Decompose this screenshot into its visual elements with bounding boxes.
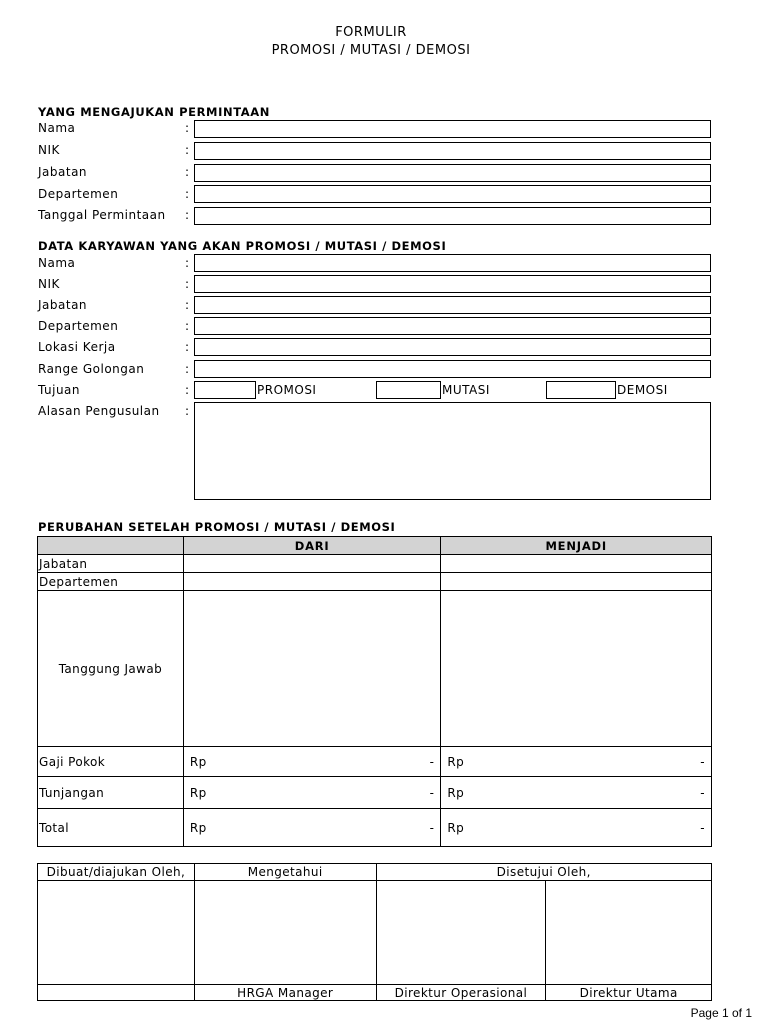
row-gaji-pokok-label: Gaji Pokok xyxy=(38,747,184,777)
colon: : xyxy=(185,298,190,312)
colon: : xyxy=(185,121,190,135)
form-subtitle: PROMOSI / MUTASI / DEMOSI xyxy=(271,43,471,58)
gaji-pokok-dari-cell[interactable] xyxy=(183,747,441,777)
amount-dash: - xyxy=(700,754,705,769)
hrga-role-label: HRGA Manager xyxy=(194,985,376,1001)
dir-utama-signature-area[interactable] xyxy=(546,881,712,985)
jabatan-dari-cell[interactable] xyxy=(183,555,441,573)
row-tanggung-jawab-label: Tanggung Jawab xyxy=(38,591,184,747)
dir-operasional-signature-area[interactable] xyxy=(376,881,546,985)
changes-table xyxy=(37,536,712,847)
mutasi-label: MUTASI xyxy=(442,383,490,397)
currency-label: Rp xyxy=(189,820,207,835)
promosi-label: PROMOSI xyxy=(257,383,317,397)
colon: : xyxy=(185,143,190,157)
colon: : xyxy=(185,277,190,291)
table-row xyxy=(38,809,712,847)
total-menjadi-cell[interactable] xyxy=(441,809,712,847)
requester-heading: YANG MENGAJUKAN PERMINTAAN xyxy=(38,105,270,119)
colon: : xyxy=(185,187,190,201)
signature-table xyxy=(37,863,712,1001)
demosi-checkbox[interactable] xyxy=(546,381,616,399)
form-title: FORMULIR xyxy=(335,25,407,40)
demosi-label: DEMOSI xyxy=(617,383,668,397)
employee-jabatan-label: Jabatan xyxy=(38,298,88,312)
employee-golongan-field[interactable] xyxy=(194,360,711,378)
colon: : xyxy=(185,404,190,418)
tanggung-jawab-dari-cell[interactable] xyxy=(183,591,441,747)
tunjangan-dari-cell[interactable] xyxy=(183,777,441,809)
mutasi-checkbox[interactable] xyxy=(376,381,441,399)
requester-nik-field[interactable] xyxy=(194,142,711,160)
colon: : xyxy=(185,362,190,376)
departemen-menjadi-cell[interactable] xyxy=(441,573,712,591)
departemen-dari-cell[interactable] xyxy=(183,573,441,591)
currency-label: Rp xyxy=(447,754,465,769)
currency-label: Rp xyxy=(189,754,207,769)
row-total-label: Total xyxy=(38,809,184,847)
page-number: Page 1 of 1 xyxy=(690,1006,752,1020)
colon: : xyxy=(185,256,190,270)
dir-operasional-role-label: Direktur Operasional xyxy=(376,985,546,1001)
table-row xyxy=(38,747,712,777)
employee-lokasi-label: Lokasi Kerja xyxy=(38,340,116,354)
requester-date-field[interactable] xyxy=(194,207,711,225)
amount-dash: - xyxy=(700,785,705,800)
currency-label: Rp xyxy=(189,785,207,800)
row-tunjangan-label: Tunjangan xyxy=(38,777,184,809)
changes-heading: PERUBAHAN SETELAH PROMOSI / MUTASI / DEMOSI xyxy=(38,520,396,534)
employee-nik-label: NIK xyxy=(38,277,60,291)
amount-dash: - xyxy=(429,754,435,769)
changes-label-header xyxy=(38,537,184,555)
currency-label: Rp xyxy=(447,785,465,800)
total-dari-cell[interactable] xyxy=(183,809,441,847)
colon: : xyxy=(185,165,190,179)
employee-name-field[interactable] xyxy=(194,254,711,272)
requester-jabatan-label: Jabatan xyxy=(38,165,88,179)
col-menjadi-header: MENJADI xyxy=(441,537,712,555)
table-row xyxy=(38,591,712,747)
alasan-label: Alasan Pengusulan xyxy=(38,404,160,418)
employee-departemen-label: Departemen xyxy=(38,319,119,333)
dir-utama-role-label: Direktur Utama xyxy=(546,985,712,1001)
requester-nik-label: NIK xyxy=(38,143,60,157)
tujuan-label: Tujuan xyxy=(38,383,81,397)
colon: : xyxy=(185,383,190,397)
table-row xyxy=(38,555,712,573)
tanggung-jawab-menjadi-cell[interactable] xyxy=(441,591,712,747)
col-dari-header: DARI xyxy=(183,537,441,555)
table-row xyxy=(38,777,712,809)
acknowledged-header: Mengetahui xyxy=(194,864,376,881)
made-by-signature-area[interactable] xyxy=(38,881,195,985)
currency-label: Rp xyxy=(447,820,465,835)
requester-name-label: Nama xyxy=(38,121,76,135)
jabatan-menjadi-cell[interactable] xyxy=(441,555,712,573)
colon: : xyxy=(185,319,190,333)
requester-departemen-field[interactable] xyxy=(194,185,711,203)
employee-heading: DATA KARYAWAN YANG AKAN PROMOSI / MUTASI / DEMOSI xyxy=(38,239,447,253)
gaji-pokok-menjadi-cell[interactable] xyxy=(441,747,712,777)
row-departemen-label: Departemen xyxy=(38,573,184,591)
employee-nik-field[interactable] xyxy=(194,275,711,293)
made-by-header: Dibuat/diajukan Oleh, xyxy=(38,864,195,881)
promosi-checkbox[interactable] xyxy=(194,381,256,399)
colon: : xyxy=(185,340,190,354)
employee-golongan-label: Range Golongan xyxy=(38,362,145,376)
employee-name-label: Nama xyxy=(38,256,76,270)
requester-jabatan-field[interactable] xyxy=(194,164,711,182)
made-by-name-cell[interactable] xyxy=(38,985,195,1001)
row-jabatan-label: Jabatan xyxy=(38,555,184,573)
approved-header: Disetujui Oleh, xyxy=(376,864,711,881)
requester-name-field[interactable] xyxy=(194,120,711,138)
requester-departemen-label: Departemen xyxy=(38,187,119,201)
amount-dash: - xyxy=(700,820,705,835)
amount-dash: - xyxy=(429,785,435,800)
employee-departemen-field[interactable] xyxy=(194,317,711,335)
colon: : xyxy=(185,208,190,222)
alasan-textarea[interactable] xyxy=(194,402,711,500)
employee-lokasi-field[interactable] xyxy=(194,338,711,356)
tunjangan-menjadi-cell[interactable] xyxy=(441,777,712,809)
requester-date-label: Tanggal Permintaan xyxy=(38,208,166,222)
table-row xyxy=(38,573,712,591)
amount-dash: - xyxy=(429,820,435,835)
hrga-signature-area[interactable] xyxy=(194,881,376,985)
employee-jabatan-field[interactable] xyxy=(194,296,711,314)
